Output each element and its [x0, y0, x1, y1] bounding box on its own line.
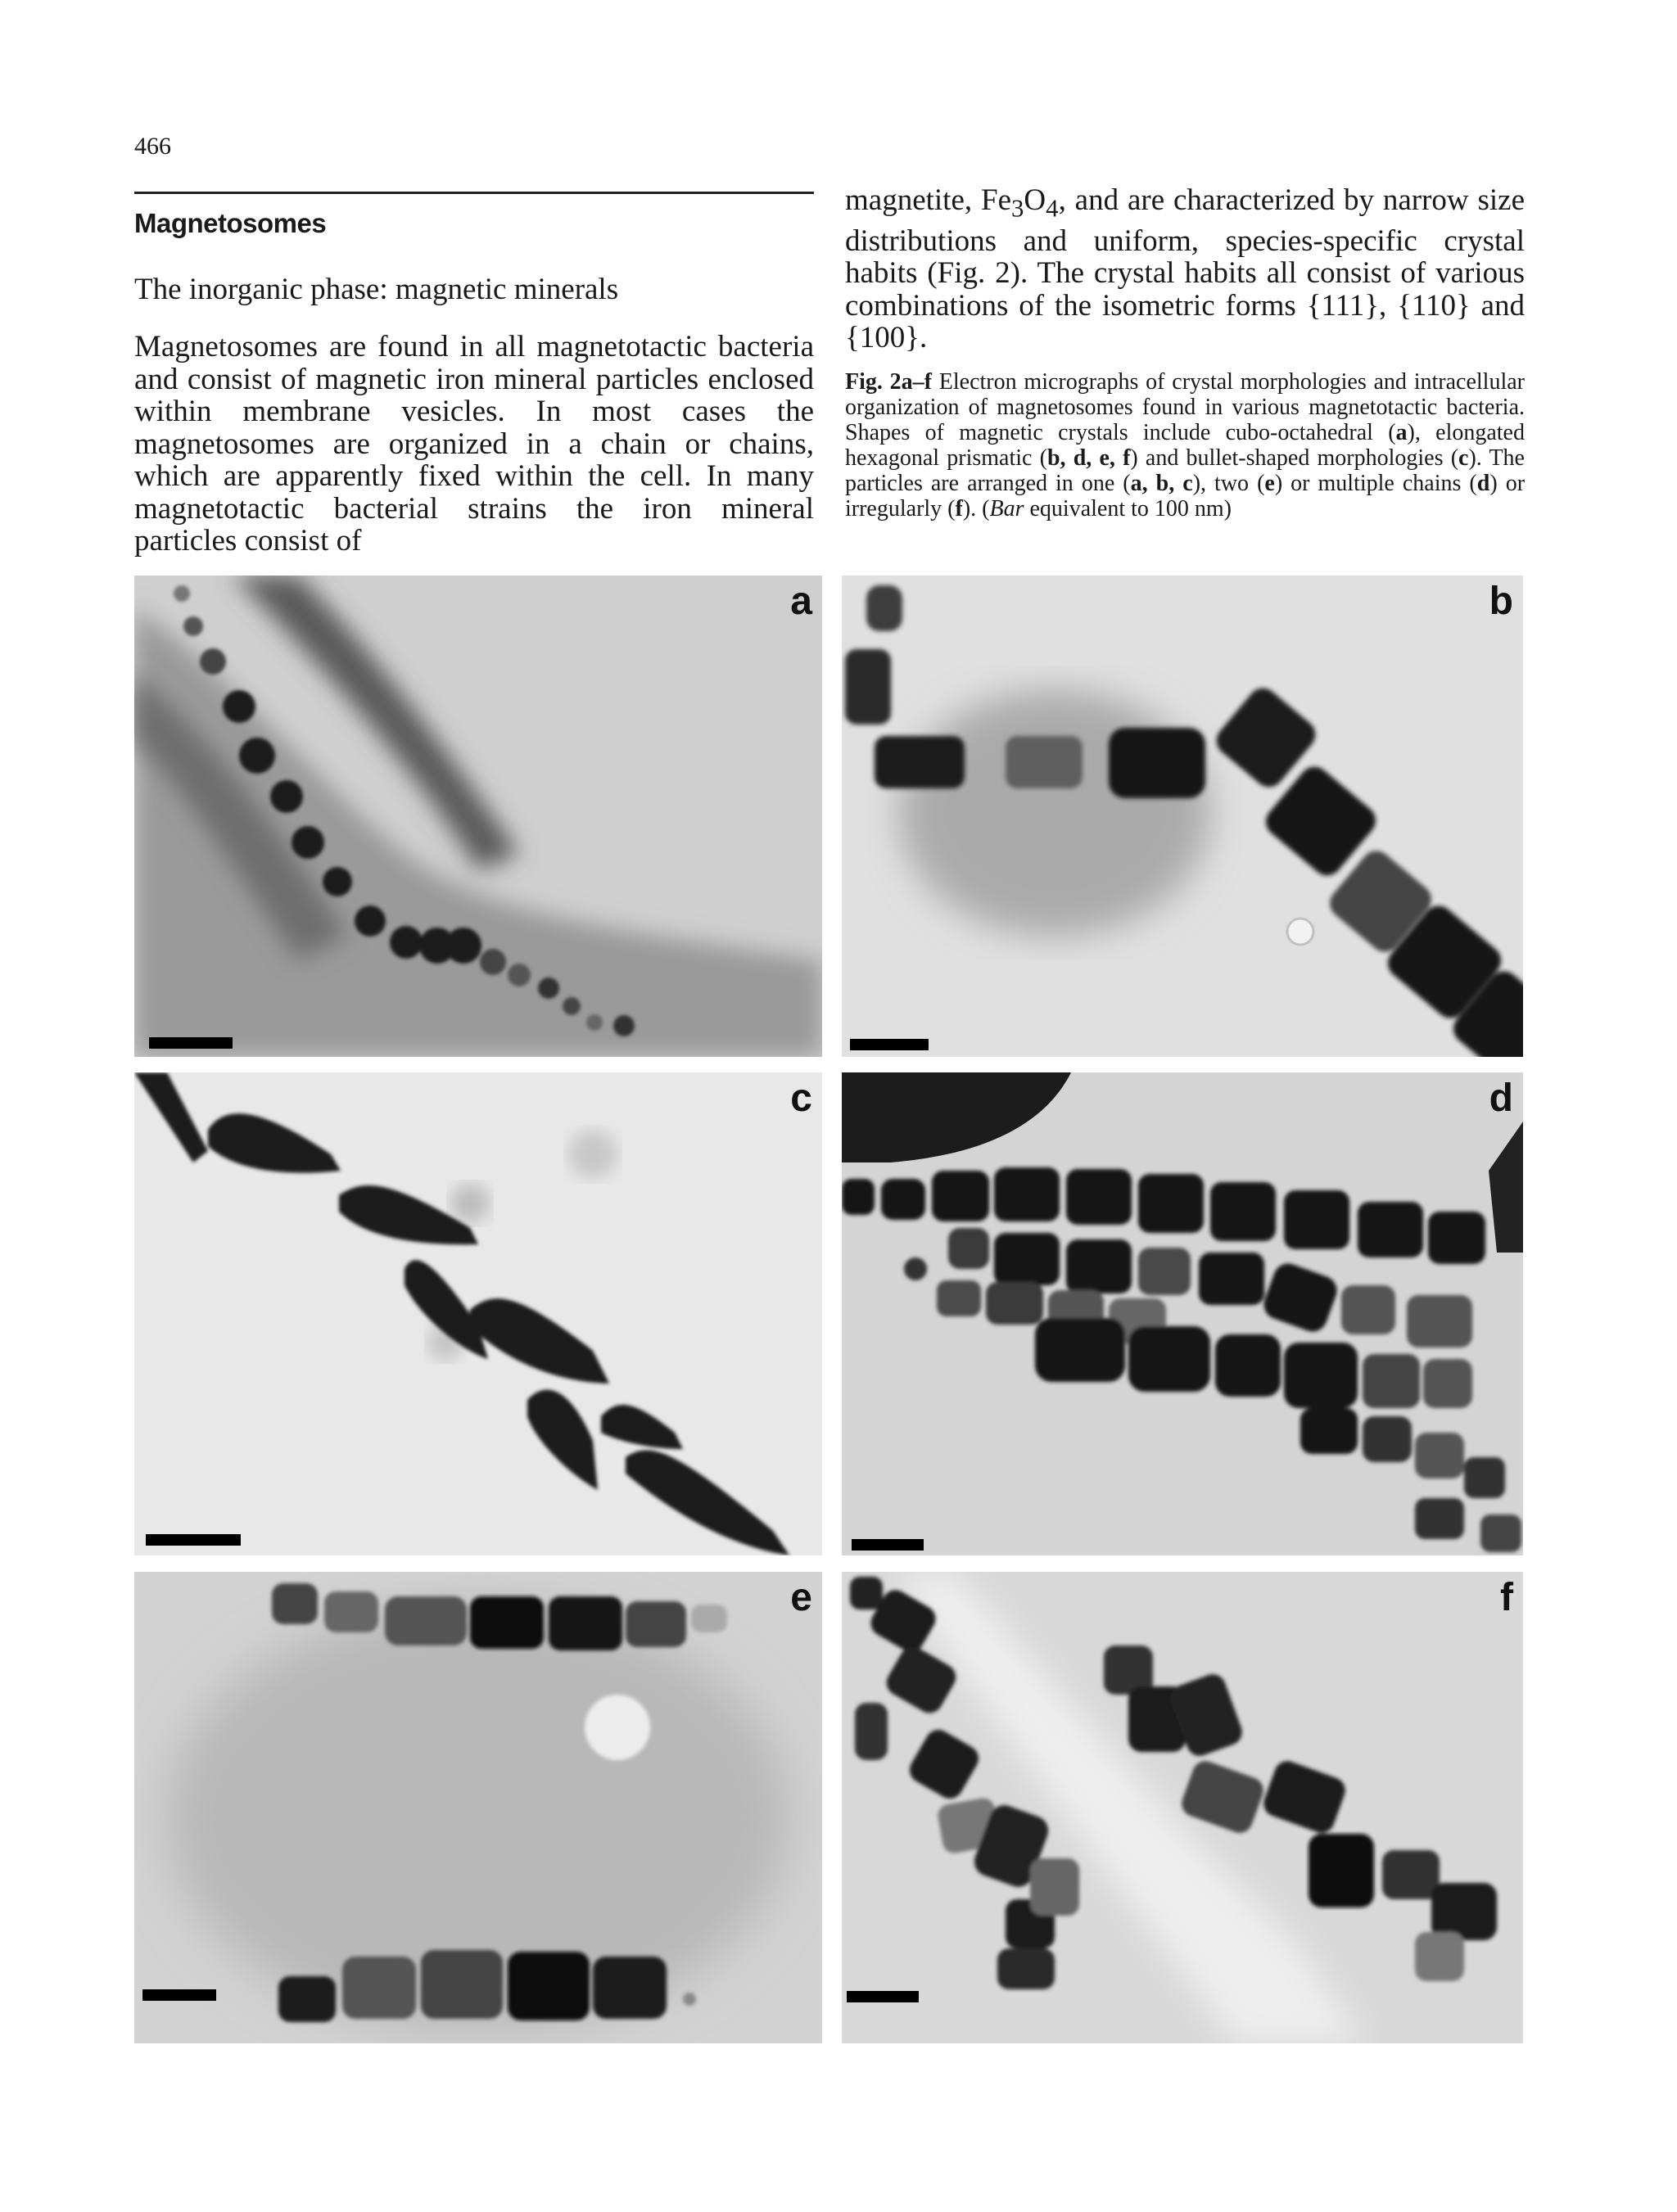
- body-text-right: [845, 184, 1525, 354]
- caption-ref: c: [1458, 445, 1469, 471]
- micrograph-f-image: [842, 1572, 1523, 2043]
- caption-text: ) or irregularly (: [845, 471, 1526, 521]
- scale-bar-b: [850, 1039, 929, 1050]
- subsection-title: The inorganic phase: magnetic minerals: [134, 273, 619, 306]
- micrograph-d-image: [842, 1072, 1523, 1555]
- body-text-left: Magnetosomes are found in all magnetotactic bacteria and consist of magnetic iron mineral particles enclosed within membrane vesicles. In most cases the magnetosomes are organized in a chain or chains, which are apparently fixed within the cell. In many magnetotactic bacterial strains the iron mineral particles consist of: [134, 330, 814, 558]
- panel-label-b: b: [1489, 580, 1513, 623]
- micrograph-c-image: [134, 1072, 822, 1555]
- caption-ref: d: [1476, 471, 1490, 496]
- body-right-part2: O: [1024, 183, 1046, 217]
- caption-ref: a, b, c: [1130, 471, 1193, 496]
- body-right-sub1: 3: [1011, 194, 1024, 223]
- caption-text: Electron micrographs of crystal morphologies and intracellular organization of magnetosomes found in various magnetotactic bacteria. Shapes of magnetic crystals include cubo-octahedral (: [845, 369, 1525, 445]
- caption-text: ). The particles are arranged in one (: [845, 445, 1525, 496]
- panel-label-f: f: [1500, 1576, 1513, 1619]
- figure-caption: [845, 369, 1525, 521]
- caption-text: equivalent to 100 nm): [1024, 496, 1232, 521]
- scale-bar-c: [146, 1534, 241, 1546]
- caption-text: ) and bullet-shaped morphologies (: [1130, 445, 1459, 471]
- micrograph-panel-b: [842, 576, 1523, 1057]
- caption-italic: Bar: [989, 496, 1024, 521]
- micrograph-a-image: [134, 576, 822, 1057]
- scale-bar-d: [852, 1539, 924, 1551]
- micrograph-panel-c: [134, 1072, 822, 1555]
- caption-ref: b, d, e, f: [1046, 445, 1131, 471]
- section-rule: [134, 192, 814, 194]
- scale-bar-e: [142, 1989, 216, 2001]
- micrograph-panel-d: [842, 1072, 1523, 1555]
- panel-label-e: e: [790, 1576, 812, 1619]
- caption-text: ), two (: [1192, 471, 1265, 496]
- micrograph-panel-f: [842, 1572, 1523, 2043]
- body-right-part1: magnetite, Fe: [845, 183, 1011, 217]
- micrograph-e-image: [134, 1572, 822, 2043]
- micrograph-panel-a: [134, 576, 822, 1057]
- panel-label-d: d: [1489, 1077, 1513, 1120]
- body-right-part3: , and are characterized by narrow size distributions and uniform, species-specific crystal habits (Fig. 2). The crystal habits all consist of various combinations of the isometric forms {111}, {110} and {100}.: [845, 183, 1525, 355]
- page-number: 466: [134, 133, 171, 160]
- scale-bar-f: [847, 1991, 919, 2002]
- panel-label-a: a: [790, 580, 812, 623]
- caption-text: ) or multiple chains (: [1274, 471, 1477, 496]
- micrograph-panel-e: [134, 1572, 822, 2043]
- caption-text: ). (: [962, 496, 990, 521]
- micrograph-b-image: [842, 576, 1523, 1057]
- section-title: Magnetosomes: [134, 208, 327, 238]
- caption-ref: e: [1264, 471, 1275, 496]
- scale-bar-a: [149, 1037, 233, 1049]
- caption-label: Fig. 2a–f: [845, 369, 932, 395]
- caption-text: ), elongated hexagonal prismatic (: [845, 420, 1525, 471]
- caption-ref: a: [1395, 420, 1408, 445]
- body-right-sub2: 4: [1046, 194, 1059, 223]
- panel-label-c: c: [790, 1077, 812, 1120]
- caption-ref: f: [955, 496, 963, 521]
